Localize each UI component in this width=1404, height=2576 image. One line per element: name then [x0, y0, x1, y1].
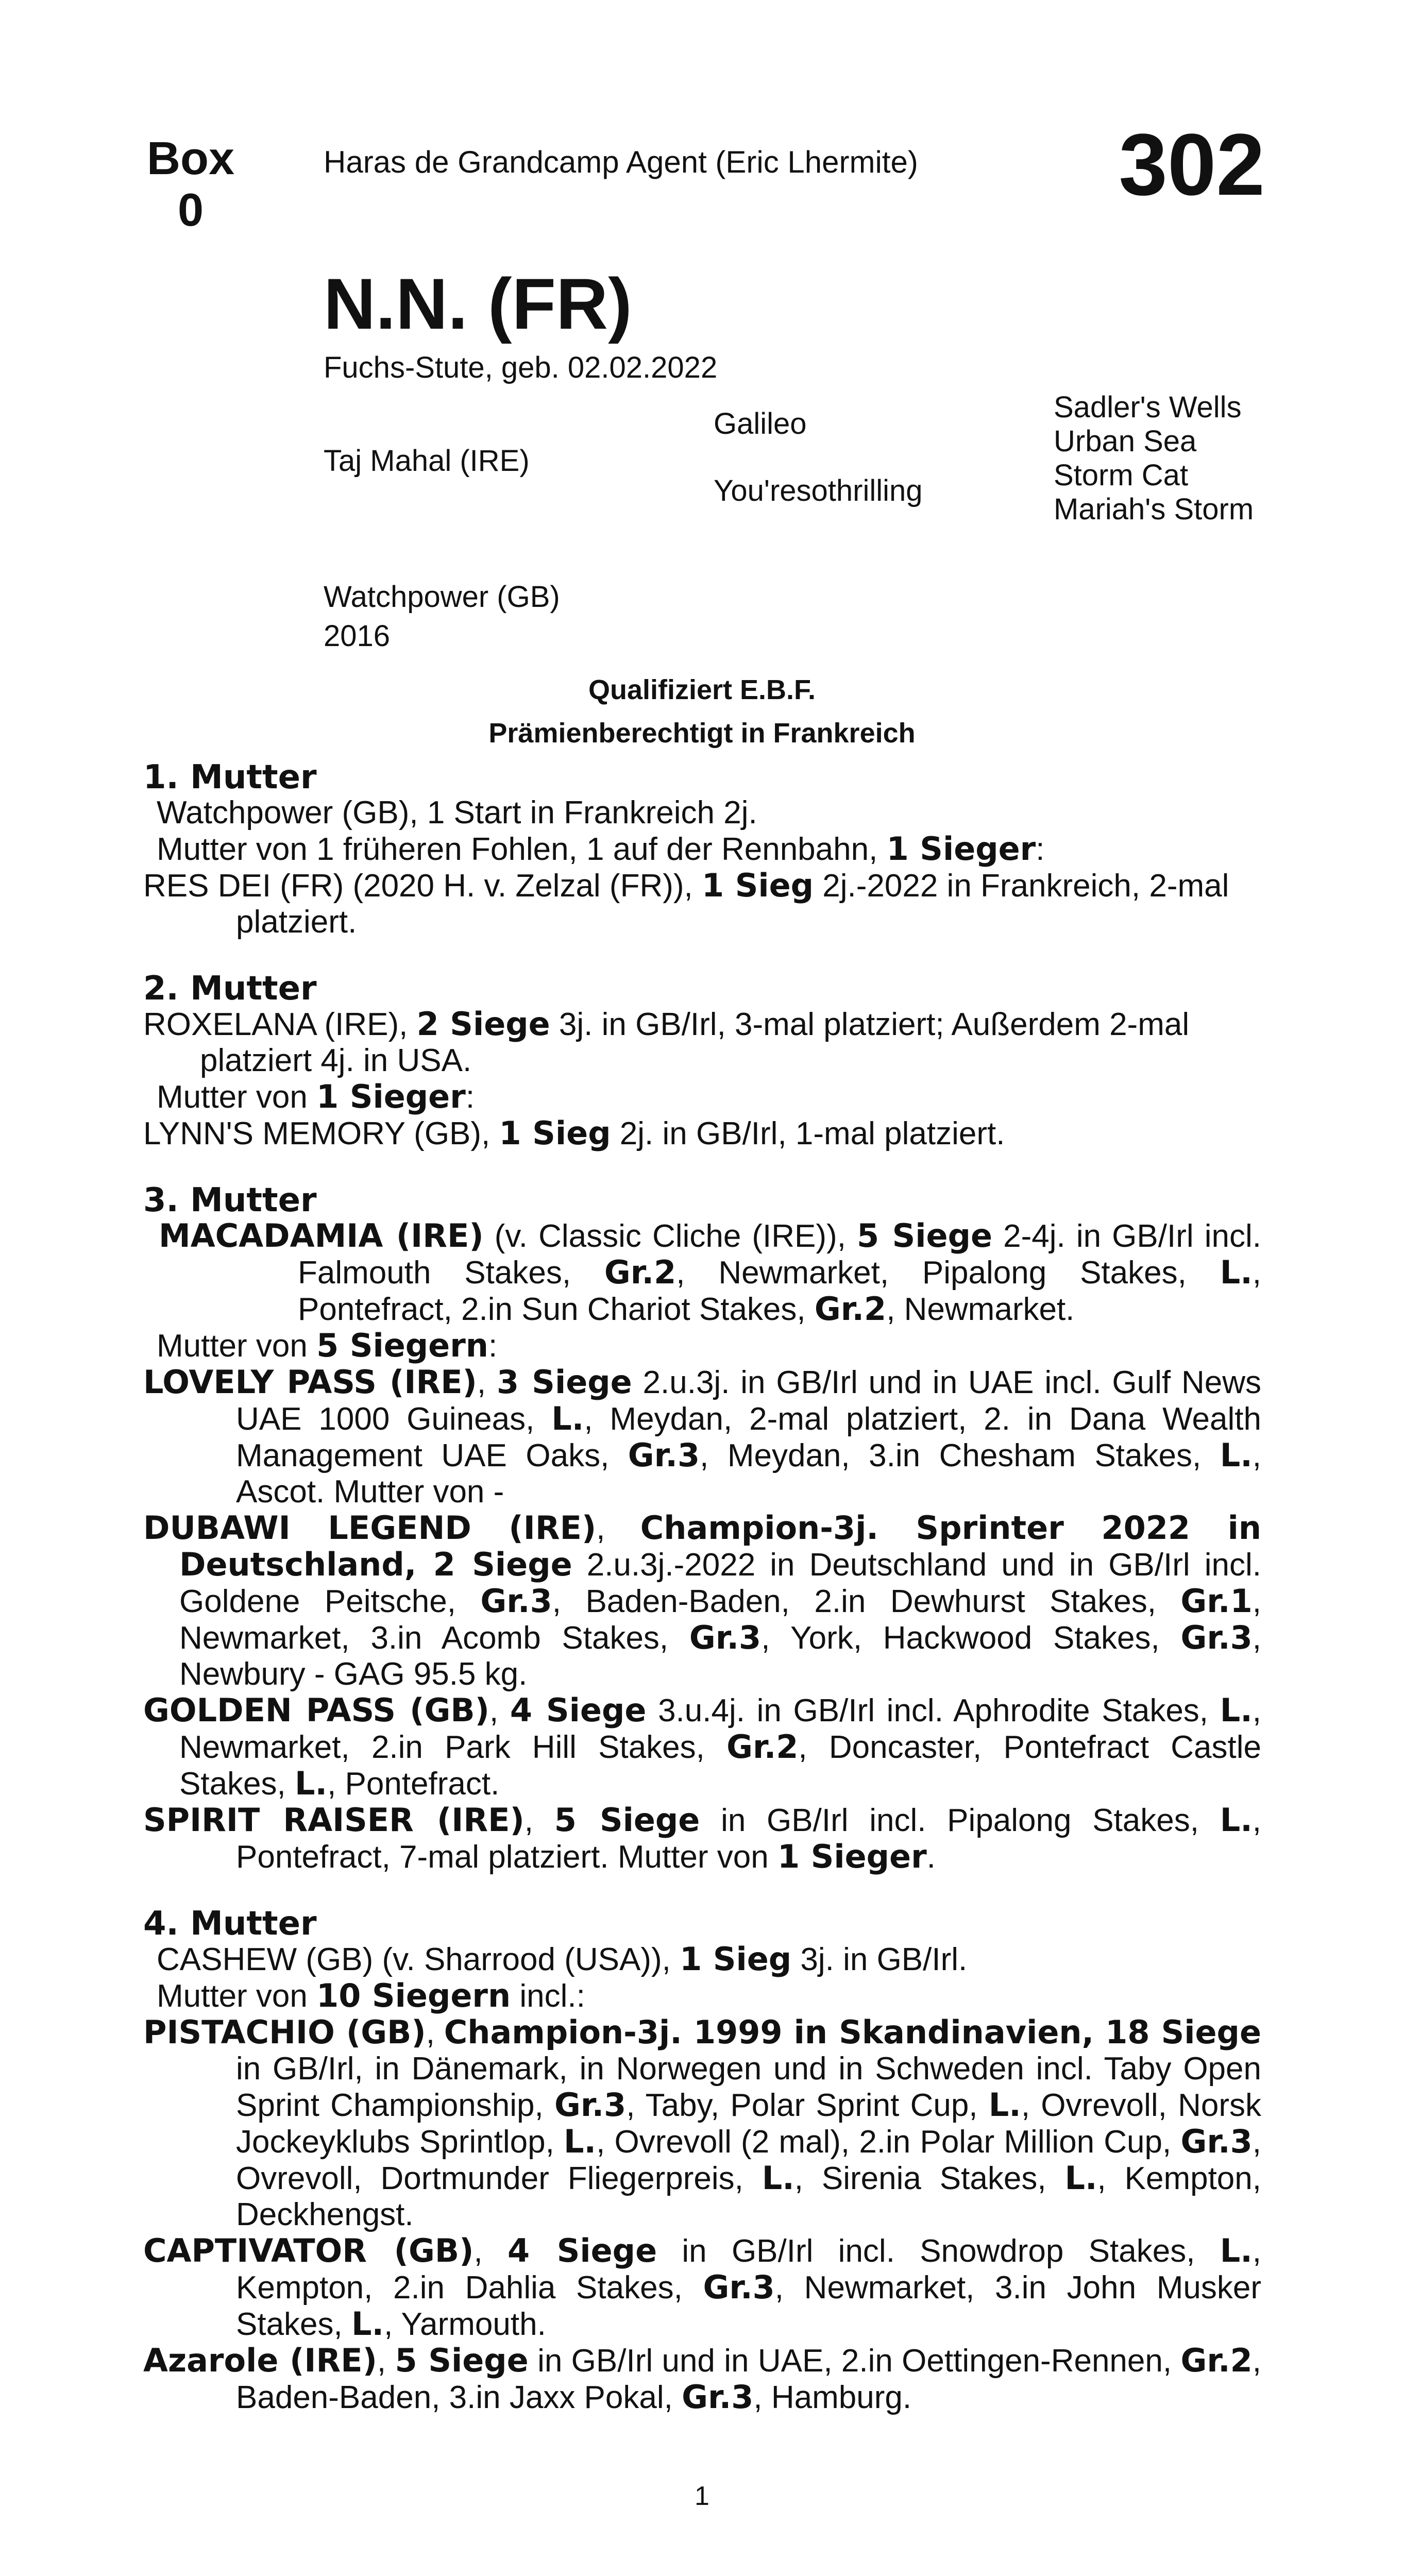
horse-name: N.N. (FR): [324, 263, 632, 344]
lot-number: 302: [1119, 116, 1265, 214]
produce-entry: SPIRIT RAISER (IRE), 5 Siege in GB/Irl incl. Pipalong Stakes, L., Pontefract, 7-mal platziert. Mutter von 1 Sieger.: [143, 1801, 1261, 1875]
box-number: 0: [177, 184, 204, 236]
pedigree-dam-year: 2016: [324, 619, 391, 653]
qualification-note: Qualifiziert E.B.F.: [588, 674, 816, 705]
grand-produce-entry: DUBAWI LEGEND (IRE), Champion-3j. Sprinter 2022 in Deutschland, 2 Siege 2.u.3j.-2022 in Deutschland und in GB/Irl incl. Goldene Peitsche, Gr.3, Baden-Baden, 2.in Dewhurst Stakes, Gr.1, Newmarket, 3.in Acomb Stakes, Gr.3, York, Hackwood Stakes, Gr.3, Newbury - GAG 95.5 kg.: [143, 1509, 1262, 1692]
box-label: Box: [146, 133, 235, 184]
section-title: 3. Mutter: [143, 1181, 317, 1219]
premium-note: Prämienberechtigt in Frankreich: [488, 718, 916, 749]
section-second-dam: [143, 971, 1261, 1152]
produce-summary: Mutter von 10 Siegern incl.:: [157, 1977, 585, 2014]
produce-summary: Mutter von 5 Siegern:: [157, 1327, 498, 1364]
consignor: Haras de Grandcamp Agent (Eric Lhermite): [324, 145, 918, 179]
grand-produce-entry: GOLDEN PASS (GB), 4 Siege 3.u.4j. in GB/Irl incl. Aphrodite Stakes, L., Newmarket, 2.in Park Hill Stakes, Gr.2, Doncaster, Pontefract Castle Stakes, L., Pontefract.: [143, 1691, 1261, 1802]
dam-line: Watchpower (GB), 1 Start in Frankreich 2j.: [157, 795, 757, 831]
section-fourth-dam: [143, 1906, 1261, 2416]
pedigree-gg-4: Mariah's Storm: [1054, 493, 1254, 526]
section-third-dam: [143, 1183, 1261, 1875]
pedigree-dam: Watchpower (GB): [324, 580, 560, 614]
box-label-block: [144, 133, 237, 236]
section-title: 4. Mutter: [143, 1905, 317, 1943]
family-text: [143, 760, 1261, 2416]
produce-entry: RES DEI (FR) (2020 H. v. Zelzal (FR)), 1 Sieg 2j.-2022 in Frankreich, 2-mal platziert.: [143, 867, 1229, 940]
produce-summary: Mutter von 1 Sieger:: [157, 1078, 475, 1115]
pedigree-sire-sire: Galileo: [714, 407, 807, 440]
horse-description: Fuchs-Stute, geb. 02.02.2022: [324, 351, 718, 384]
section-title: 2. Mutter: [143, 970, 317, 1008]
section-title: 1. Mutter: [143, 758, 317, 796]
pedigree-gg-3: Storm Cat: [1054, 459, 1189, 492]
produce-entry: CAPTIVATOR (GB), 4 Siege in GB/Irl incl. Snowdrop Stakes, L., Kempton, 2.in Dahlia Stakes, Gr.3, Newmarket, 3.in John Musker Stakes, L., Yarmouth.: [143, 2232, 1262, 2343]
dam-line: ROXELANA (IRE), 2 Siege 3j. in GB/Irl, 3-mal platziert; Außerdem 2-mal platziert 4j. in USA.: [143, 1005, 1190, 1078]
produce-entry: PISTACHIO (GB), Champion-3j. 1999 in Skandinavien, 18 Siege in GB/Irl, in Dänemark, in Norwegen und in Schweden incl. Taby Open Sprint Championship, Gr.3, Taby, Polar Sprint Cup, L., Ovrevoll, Norsk Jockeyklubs Sprintlop, L., Ovrevoll (2 mal), 2.in Polar Million Cup, Gr.3, Ovrevoll, Dortmunder Fliegerpreis, L., Sirenia Stakes, L., Kempton, Deckhengst.: [143, 2013, 1261, 2232]
pedigree-gg-1: Sadler's Wells: [1054, 391, 1242, 424]
produce-entry: Azarole (IRE), 5 Siege in GB/Irl und in UAE, 2.in Oettingen-Rennen, Gr.2, Baden-Baden, 3.in Jaxx Pokal, Gr.3, Hamburg.: [143, 2342, 1261, 2416]
produce-entry: LOVELY PASS (IRE), 3 Siege 2.u.3j. in GB/Irl und in UAE incl. Gulf News UAE 1000 Guineas, L., Meydan, 2-mal platziert, 2. in Dana Wealth Management UAE Oaks, Gr.3, Meydan, 3.in Chesham Stakes, L., Ascot. Mutter von -: [143, 1363, 1261, 1510]
section-first-dam: [143, 760, 1261, 940]
produce-entry: LYNN'S MEMORY (GB), 1 Sieg 2j. in GB/Irl, 1-mal platziert.: [143, 1114, 1005, 1152]
dam-line: CASHEW (GB) (v. Sharrood (USA)), 1 Sieg 3j. in GB/Irl.: [157, 1940, 968, 1978]
pedigree-sire: Taj Mahal (IRE): [324, 444, 530, 478]
produce-summary: Mutter von 1 früheren Fohlen, 1 auf der Rennbahn, 1 Sieger:: [157, 830, 1045, 868]
pedigree-gg-2: Urban Sea: [1054, 425, 1197, 458]
pedigree-sire-dam: You'resothrilling: [714, 474, 923, 507]
page-number: 1: [695, 2481, 709, 2511]
dam-line: MACADAMIA (IRE) (v. Classic Cliche (IRE)), 5 Siege 2-4j. in GB/Irl incl. Falmouth Stakes, Gr.2, Newmarket, Pipalong Stakes, L., Pontefract, 2.in Sun Chariot Stakes, Gr.2, Newmarket.: [159, 1217, 1261, 1328]
